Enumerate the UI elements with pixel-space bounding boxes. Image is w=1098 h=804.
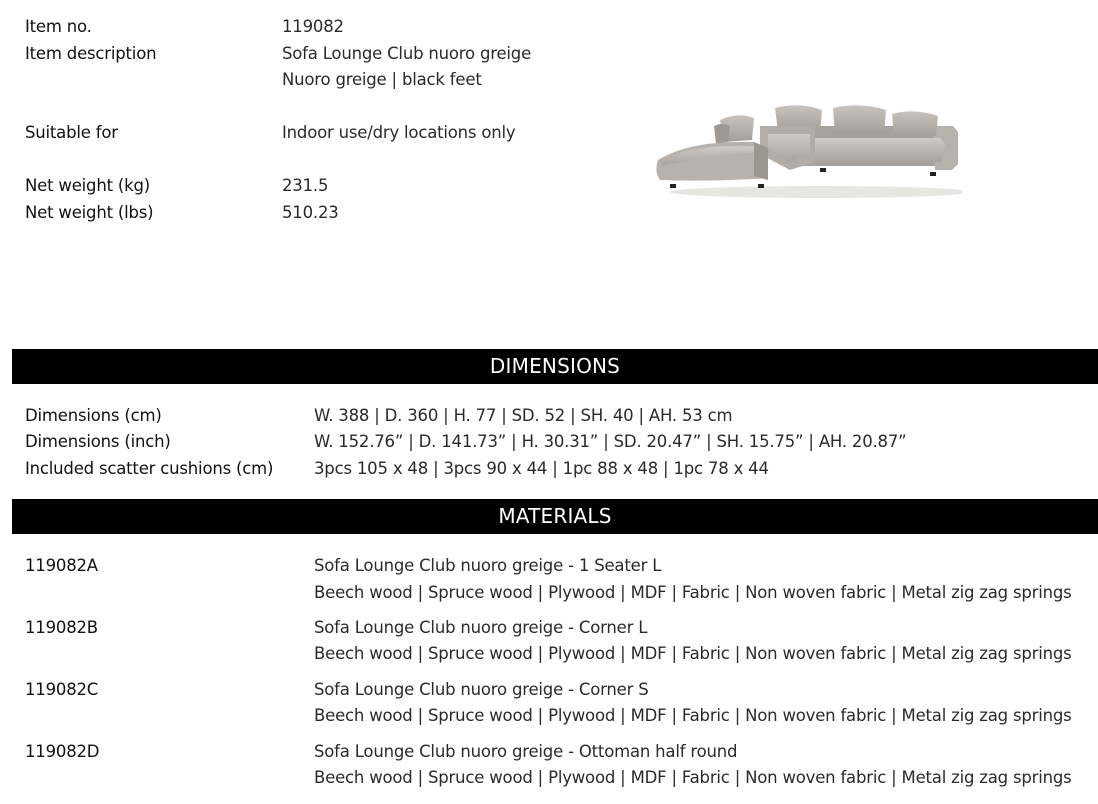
suitable-for-label: Suitable for xyxy=(25,123,118,142)
dimensions-cm-label: Dimensions (cm) xyxy=(25,406,162,425)
item-description-line1: Sofa Lounge Club nuoro greige xyxy=(282,44,532,63)
dimensions-cm-value: W. 388 | D. 360 | H. 77 | SD. 52 | SH. 40 | AH. 53 cm xyxy=(314,406,733,425)
item-no-label: Item no. xyxy=(25,17,92,36)
item-no-value: 119082 xyxy=(282,17,344,36)
material-code: 119082C xyxy=(25,680,99,699)
material-code: 119082D xyxy=(25,742,100,761)
dimensions-inch-label: Dimensions (inch) xyxy=(25,432,171,451)
net-weight-lbs-label: Net weight (lbs) xyxy=(25,203,154,222)
material-part-name: Sofa Lounge Club nuoro greige - 1 Seater L xyxy=(314,556,662,575)
material-part-name: Sofa Lounge Club nuoro greige - Corner L xyxy=(314,618,648,637)
net-weight-lbs-value: 510.23 xyxy=(282,203,339,222)
material-list: Beech wood | Spruce wood | Plywood | MDF | Fabric | Non woven fabric | Metal zig zag springs xyxy=(314,644,1072,663)
dimensions-inch-value: W. 152.76” | D. 141.73” | H. 30.31” | SD. 20.47” | SH. 15.75” | AH. 20.87” xyxy=(314,432,907,451)
suitable-for-value: Indoor use/dry locations only xyxy=(282,123,516,142)
materials-heading: MATERIALS xyxy=(12,499,1098,534)
material-part-name: Sofa Lounge Club nuoro greige - Ottoman half round xyxy=(314,742,738,761)
material-code: 119082A xyxy=(25,556,98,575)
material-list: Beech wood | Spruce wood | Plywood | MDF | Fabric | Non woven fabric | Metal zig zag springs xyxy=(314,706,1072,725)
item-description-label: Item description xyxy=(25,44,157,63)
dimensions-heading: DIMENSIONS xyxy=(12,349,1098,384)
material-list: Beech wood | Spruce wood | Plywood | MDF | Fabric | Non woven fabric | Metal zig zag springs xyxy=(314,768,1072,787)
net-weight-kg-label: Net weight (kg) xyxy=(25,176,150,195)
material-part-name: Sofa Lounge Club nuoro greige - Corner S xyxy=(314,680,649,699)
material-code: 119082B xyxy=(25,618,98,637)
sectional-sofa-photo xyxy=(650,96,962,200)
item-description-line2: Nuoro greige | black feet xyxy=(282,70,482,89)
net-weight-kg-value: 231.5 xyxy=(282,176,329,195)
material-list: Beech wood | Spruce wood | Plywood | MDF | Fabric | Non woven fabric | Metal zig zag springs xyxy=(314,583,1072,602)
scatter-cushions-label: Included scatter cushions (cm) xyxy=(25,459,274,478)
scatter-cushions-value: 3pcs 105 x 48 | 3pcs 90 x 44 | 1pc 88 x 48 | 1pc 78 x 44 xyxy=(314,459,769,478)
